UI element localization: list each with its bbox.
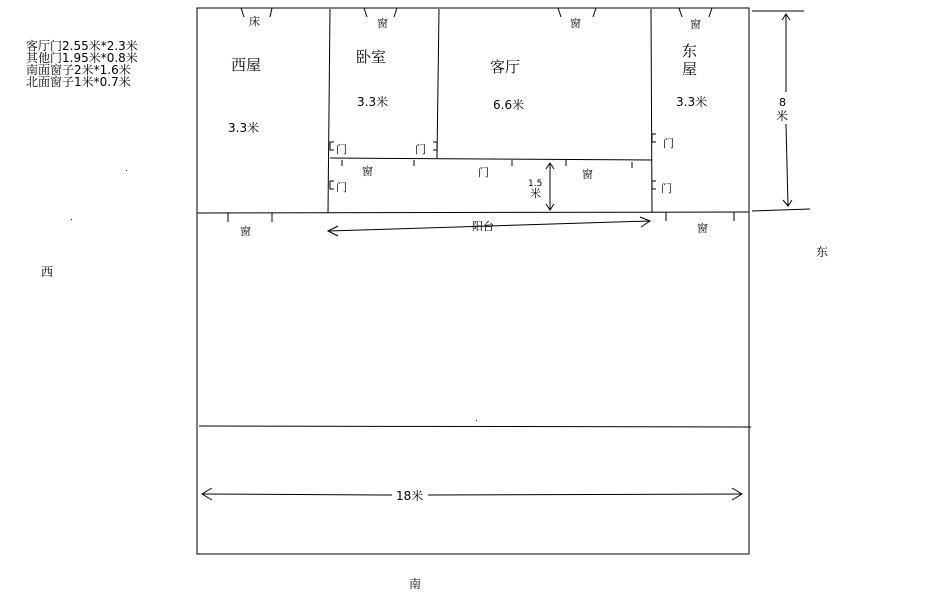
balcony-name: 阳台 xyxy=(472,220,494,233)
window-label: 窗 xyxy=(240,225,251,238)
living-room-west-wall xyxy=(437,9,439,158)
window-label: 窗 xyxy=(377,17,388,30)
bedroom-name: 卧室 xyxy=(356,48,387,66)
height-unit: 米 xyxy=(776,109,789,123)
door-label: 门 xyxy=(661,182,672,195)
speck xyxy=(476,420,477,421)
balcony-depth-value: 1.5 xyxy=(528,179,543,189)
window-label: 窗 xyxy=(697,222,708,235)
bed-label: 床 xyxy=(249,15,260,28)
tick-mark xyxy=(593,8,596,17)
window-label: 窗 xyxy=(582,168,593,181)
tick-mark xyxy=(679,8,682,17)
window-label: 窗 xyxy=(362,165,373,178)
door-bracket xyxy=(330,181,334,189)
balcony-depth-unit: 米 xyxy=(530,187,541,200)
door-label: 门 xyxy=(663,137,674,150)
width-arrow xyxy=(428,494,742,495)
door-bracket xyxy=(433,142,437,150)
tick-mark xyxy=(364,8,367,17)
living-room-area: 6.6米 xyxy=(493,98,525,112)
height-extension-line xyxy=(752,209,810,211)
west-room-name: 西屋 xyxy=(231,56,262,74)
compass-west: 西 xyxy=(41,265,54,279)
courtyard-divider xyxy=(199,426,751,427)
speck xyxy=(126,170,127,171)
window-label: 窗 xyxy=(690,18,701,31)
living-room-name: 客厅 xyxy=(490,58,521,76)
tick-mark xyxy=(558,8,561,17)
door-label: 门 xyxy=(336,181,347,194)
door-label: 门 xyxy=(415,143,426,156)
east-room-area: 3.3米 xyxy=(676,95,708,109)
east-room-name-line2: 屋 xyxy=(682,60,698,78)
compass-east: 东 xyxy=(816,245,829,259)
tick-mark xyxy=(394,8,397,17)
window-label: 窗 xyxy=(570,17,581,30)
east-room-name-line1: 东 xyxy=(682,42,698,60)
door-bracket xyxy=(652,134,656,142)
compass-south: 南 xyxy=(409,577,422,591)
legend-line-4: 北面窗子1米*0.7米 xyxy=(26,75,131,89)
tick-mark xyxy=(241,8,244,17)
building-outline xyxy=(197,8,749,554)
height-arrow xyxy=(786,124,788,206)
height-value: 8 xyxy=(779,96,786,109)
width-label: 18米 xyxy=(396,489,424,503)
tick-mark xyxy=(709,8,712,17)
width-arrow xyxy=(202,494,392,495)
legend-line-1: 客厅门2.55米*2.3米 xyxy=(26,39,138,53)
arrow-head xyxy=(640,217,650,227)
bedroom-area: 3.3米 xyxy=(357,95,389,109)
legend-line-3: 南面窗子2米*1.6米 xyxy=(26,63,131,77)
speck xyxy=(71,219,72,220)
door-bracket xyxy=(652,181,656,189)
door-label: 门 xyxy=(336,143,347,156)
door-label: 门 xyxy=(478,166,489,179)
west-room-area: 3.3米 xyxy=(228,121,260,135)
corridor-north-wall xyxy=(330,158,652,160)
door-bracket xyxy=(330,142,334,150)
legend-line-2: 其他门1.95米*0.8米 xyxy=(26,51,138,65)
tick-mark xyxy=(270,8,272,17)
